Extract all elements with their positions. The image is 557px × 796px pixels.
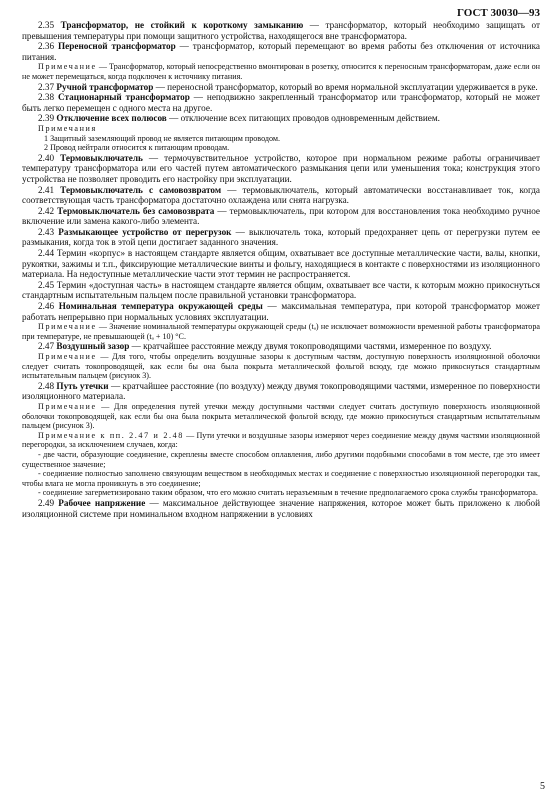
clause-2-49 (22, 498, 540, 519)
clause-2-35 (22, 20, 540, 41)
clause-2-41 (22, 185, 540, 206)
clause-2-45 (22, 280, 540, 301)
clause-2-44 (22, 248, 540, 280)
definition-text: — переносной трансформатор, который во время нормальной эксплуатации удерживается в руке. (153, 81, 538, 92)
clause-number: 2.46 (38, 301, 55, 312)
definition-text: — выключатель тока, который предохраняет цепь от перегрузки путем ее размыкания, когда ток в этой цепи достигает заданного значения. (22, 226, 540, 248)
note (22, 402, 540, 431)
definition-text: — термовыключатель, при котором для восстановления тока необходимо ручное включение или замена какого-либо элемента. (22, 205, 540, 227)
clause-2-39 (22, 113, 540, 124)
note-text: - соединение полностью заполнено связующим веществом в необходимых местах и соединение с поверхностью изоляционной перегородки так, чтобы влага не могла проникнуть в это соединение; (22, 469, 540, 488)
clause-number: 2.37 (38, 81, 55, 92)
note-text: — Трансформатор, который непосредственно вмонтирован в розетку, относится к переносным трансформаторам, даже если он не может перемещаться, когда подключен к источнику питания. (22, 62, 540, 81)
term: Термовыключатель (60, 152, 143, 163)
standard-header: ГОСТ 30030—93 (457, 7, 540, 19)
note-label: Примечания (38, 123, 97, 133)
definition-text: — кратчайшее расстояние (по воздуху) между двумя токопроводящими частями, измеренное по поверхности изоляционного материала. (22, 380, 540, 402)
clause-2-36 (22, 41, 540, 62)
clause-2-43 (22, 227, 540, 248)
term: Ручной трансформатор (56, 81, 154, 92)
clause-number: 2.44 (38, 248, 55, 259)
term: Рабочее напряжение (58, 497, 146, 508)
note (22, 431, 540, 450)
term: Воздушный зазор (56, 341, 130, 352)
note-text: — Для того, чтобы определить воздушные зазоры к доступным частям, доступную поверхность изоляционной оболочки следует считать токопроводящей, как если бы она была покрыта металлической фольгой всюду, где можно прикоснуться стандартным испытательным пальцем (рисунок 3). (22, 352, 540, 381)
note (22, 450, 540, 469)
note-label: Примечание (38, 322, 97, 332)
definition-text: — трансформатор, который перемещают во время работы без отключения от источника питания. (22, 41, 540, 62)
definition-text: — отключение всех питающих проводов одновременным действием. (166, 113, 440, 124)
document-page (22, 6, 540, 519)
document-body (22, 20, 540, 519)
page-number: 5 (540, 781, 545, 792)
note-text: — Для определения путей утечки между доступными частями следует считать доступную поверхность изоляционной оболочки токопроводящей, как если бы она была покрыта металлической фольгой всюду, где можно прикоснуться стандартным испытательным пальцем (рисунок 3). (22, 401, 540, 431)
clause-2-37 (22, 82, 540, 93)
definition-text: Термин «корпус» в настоящем стандарте является общим, охватывает все доступные металлические части, валы, кнопки, рукоятки, зажимы и т.п., фиксирующие металлические винты и фольгу, находящиеся в контакте с поверхностями из изоляционного материала. На недоступные металлические части этот термин не распространяется. (22, 248, 540, 280)
notes-heading (22, 124, 540, 134)
term: Термовыключатель без самовозврата (57, 205, 215, 216)
note-text: - соединение загерметизировано таким образом, что его можно считать неразъемным в течение предполагаемого срока службы трансформатора. (38, 488, 538, 498)
clause-number: 2.39 (38, 113, 55, 124)
note-item: 1 Защитный заземляющий провод не является питающим проводом. (44, 133, 281, 143)
term: Переносной трансформатор (58, 41, 176, 52)
clause-2-38 (22, 92, 540, 113)
note (22, 488, 540, 498)
note-text: — Пути утечки и воздушные зазоры измеряют через соединение между двумя частями изоляционной перегородки, за исключением случаев, когда: (22, 430, 540, 450)
note-label: Примечание (38, 401, 97, 411)
note (22, 322, 540, 341)
term: Размыкающее устройство от перегрузок (58, 226, 232, 237)
definition-text: — трансформатор, который необходимо защищать от превышения температуры при помощи защитного устройства, находящегося вне трансформатора. (22, 20, 540, 41)
note-label: Примечание к пп. 2.47 и 2.48 (38, 430, 184, 440)
clause-number: 2.41 (38, 184, 55, 195)
term: Трансформатор, не стойкий к короткому замыканию (60, 20, 304, 30)
note-label: Примечание (38, 352, 97, 361)
clause-number: 2.42 (38, 205, 55, 216)
definition-text: — термочувствительное устройство, которое при нормальном режиме работы ограничивает температуру трансформатора или его частей путем автоматического размыкания цепи или уменьшения тока; конструкция этого устройства не позволяет проводить его настройку при эксплуатации. (22, 152, 541, 184)
definition-text: — термовыключатель, который автоматически восстанавливает ток, когда соответствующая часть трансформатора достаточно охлаждена или снята нагрузка. (22, 184, 541, 206)
clause-number: 2.43 (38, 226, 55, 237)
clause-number: 2.45 (38, 279, 55, 290)
clause-2-46 (22, 301, 540, 322)
definition-text: — кратчайшее расстояние между двумя токопроводящими частями, измеренное по воздуху. (129, 341, 492, 352)
term: Отключение всех полюсов (56, 113, 167, 124)
note-text: — Значение номинальной температуры окружающей среды (tₐ) не исключает возможности временной работы трансформатора при температуре, не превышающей (tₐ + 10) °C. (22, 322, 540, 341)
note (22, 469, 540, 488)
note (22, 352, 540, 381)
definition-text: Термин «доступная часть» в настоящем стандарте является общим, охватывает все части, к которым можно прикоснуться стандартным испытательным пальцем после правильной установки трансформатора. (22, 279, 541, 301)
term: Путь утечки (56, 380, 109, 391)
clause-number: 2.49 (38, 497, 55, 508)
clause-2-40 (22, 153, 540, 185)
clause-number: 2.48 (38, 380, 55, 391)
note-item: 2 Провод нейтрали относится к питающим проводам. (44, 143, 230, 153)
clause-number: 2.47 (38, 341, 55, 352)
term: Термовыключатель с самовозвратом (60, 184, 222, 195)
clause-number: 2.35 (38, 20, 55, 30)
clause-number: 2.36 (38, 41, 55, 52)
note-label: Примечание (38, 62, 97, 72)
term: Номинальная температура окружающей среды (58, 301, 263, 312)
clause-2-42 (22, 206, 540, 227)
definition-text: — неподвижно закрепленный трансформатор или трансформатор, который не может быть легко перемещен с одного места на другое. (22, 92, 540, 113)
term: Стационарный трансформатор (58, 92, 190, 103)
clause-2-48 (22, 381, 540, 402)
clause-number: 2.38 (38, 92, 55, 103)
clause-2-47 (22, 341, 540, 352)
note (22, 62, 540, 81)
clause-number: 2.40 (38, 152, 55, 163)
definition-text: — максимальная температура, при которой трансформатор может работать непрерывно при нормальных условиях эксплуатации. (22, 301, 540, 322)
definition-text: — максимальное действующее значение напряжения, которое может быть приложено к любой изоляционной системе при номинальном входном напряжении в условиях (22, 497, 541, 519)
note-text: - две части, образующие соединение, скреплены вместе способом оплавления, либо другими подобными способами в том месте, где это имеет существенное значение; (22, 449, 540, 469)
